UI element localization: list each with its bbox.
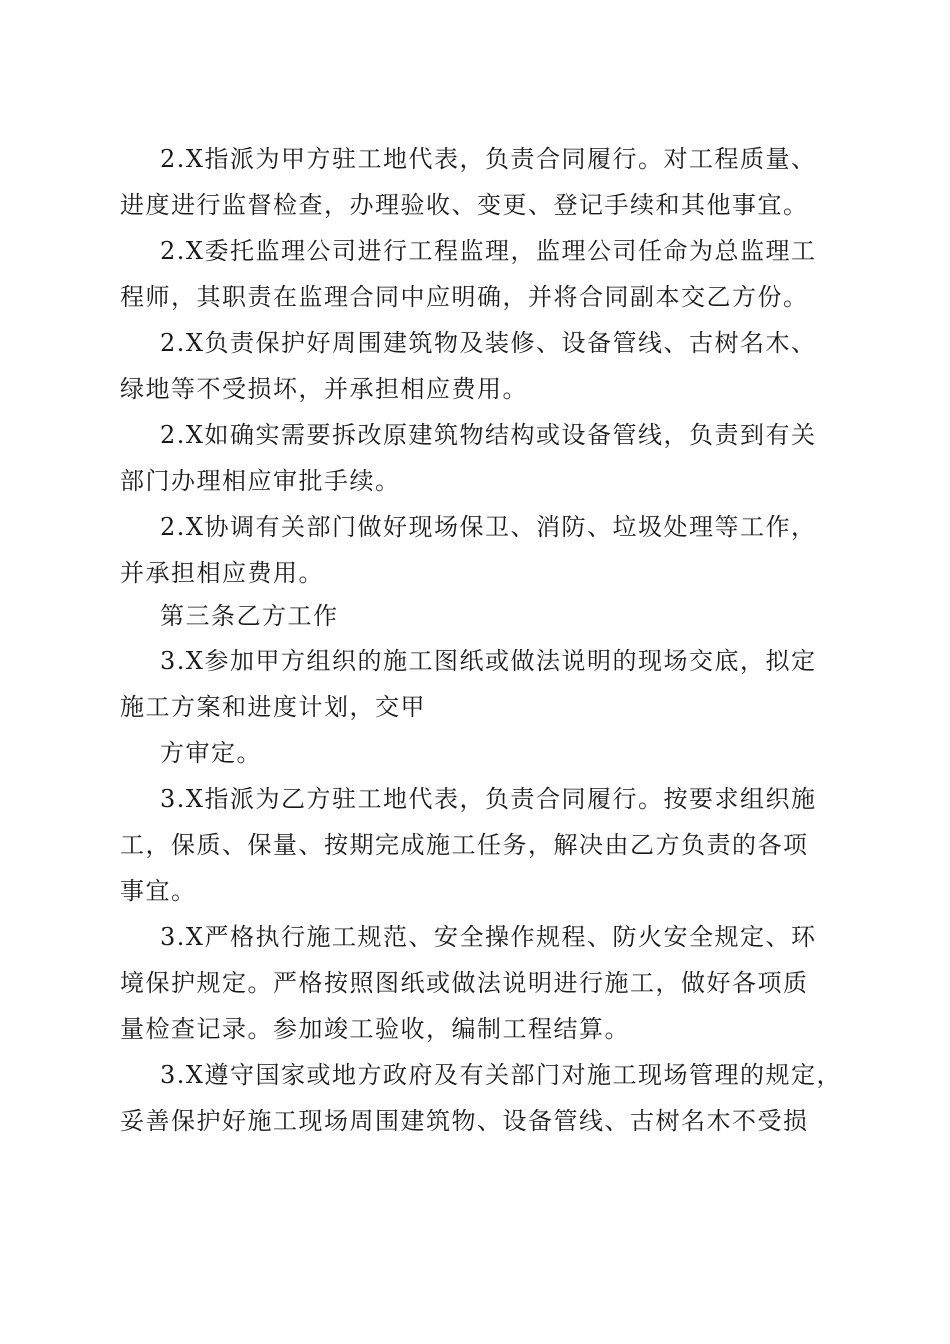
text-line: 事宜。	[120, 877, 197, 905]
section-heading: 第三条乙方工作	[160, 602, 339, 630]
text-line: 程师，其职责在监理合同中应明确，并将合同副本交乙方份。	[120, 283, 809, 311]
text-line: 并承担相应费用。	[120, 559, 324, 587]
text-line: 量检查记录。参加竣工验收，编制工程结算。	[120, 1015, 630, 1043]
text-line: 3.X参加甲方组织的施工图纸或做法说明的现场交底，拟定	[160, 647, 817, 675]
text-line: 3.X严格执行施工规范、安全操作规程、防火安全规定、环	[160, 923, 817, 951]
text-line: 2.X负责保护好周围建筑物及装修、设备管线、古树名木、	[160, 329, 817, 357]
text-line: 进度进行监督检查，办理验收、变更、登记手续和其他事宜。	[120, 191, 809, 219]
text-line: 2.X指派为甲方驻工地代表，负责合同履行。对工程质量、	[160, 145, 817, 173]
text-line: 方审定。	[160, 739, 262, 767]
text-line: 境保护规定。严格按照图纸或做法说明进行施工，做好各项质	[120, 969, 809, 997]
text-line: 工，保质、保量、按期完成施工任务，解决由乙方负责的各项	[120, 831, 809, 859]
text-line: 2.X协调有关部门做好现场保卫、消防、垃圾处理等工作，	[160, 513, 817, 541]
text-line: 2.X委托监理公司进行工程监理，监理公司任命为总监理工	[160, 237, 817, 265]
text-line: 3.X指派为乙方驻工地代表，负责合同履行。按要求组织施	[160, 785, 817, 813]
text-line: 妥善保护好施工现场周围建筑物、设备管线、古树名木不受损	[120, 1107, 809, 1135]
text-line: 部门办理相应审批手续。	[120, 467, 401, 495]
text-line: 施工方案和进度计划，交甲	[120, 693, 426, 721]
text-line: 3.X遵守国家或地方政府及有关部门对施工现场管理的规定，	[160, 1061, 842, 1089]
text-line: 绿地等不受损坏，并承担相应费用。	[120, 375, 528, 403]
text-line: 2.X如确实需要拆改原建筑物结构或设备管线，负责到有关	[160, 421, 817, 449]
